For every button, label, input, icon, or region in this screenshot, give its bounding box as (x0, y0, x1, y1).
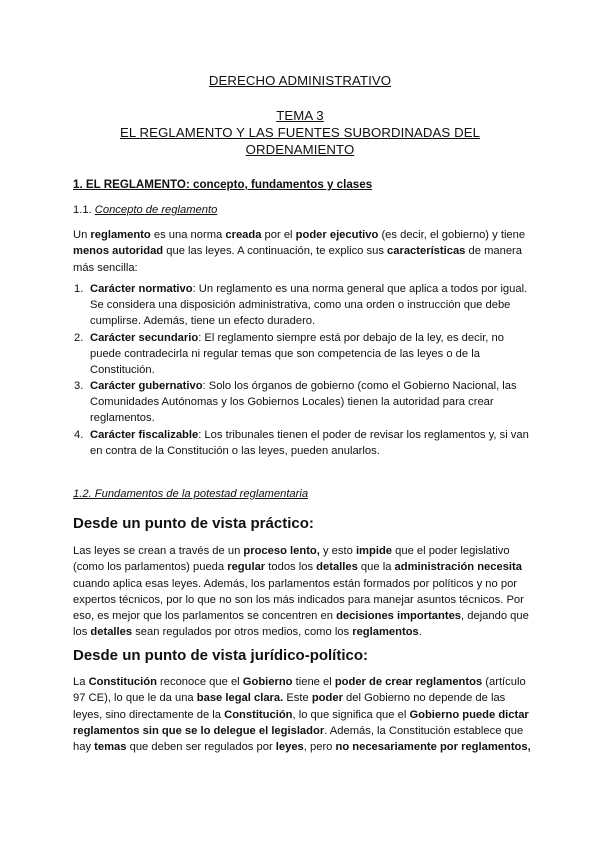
list-item: 1. Carácter normativo: Un reglamento es una norma general que aplica a todos por igual. Se considera una disposición administrativa, como una orden o instrucción que debe cumplirse. Además, tiene un efecto duradero. (74, 283, 528, 327)
course-title: DERECHO ADMINISTRATIVO (208, 73, 392, 88)
subsection-1-1-heading (73, 204, 217, 216)
list-item: 4. Carácter fiscalizable: Los tribunales tienen el poder de revisar los reglamentos y, si van en contra de la Constitución o las leyes, pueden anularlos. (74, 429, 529, 458)
legal-political-heading: Desde un punto de vista jurídico-político: (73, 647, 369, 664)
topic-number: TEMA 3 (276, 108, 324, 123)
topic-title-line-1: EL REGLAMENTO Y LAS FUENTES SUBORDINADAS DEL (119, 125, 481, 140)
list-item: 3. Carácter gubernativo: Solo los órganos de gobierno (como el Gobierno Nacional, las Comunidades Autónomas y los Gobiernos Locales) tienen la autoridad para crear reglamentos. (74, 380, 517, 425)
practical-heading: Desde un punto de vista práctico: (73, 515, 314, 532)
subsection-1-2-heading: 1.2. Fundamentos de la potestad reglamentaria (73, 488, 309, 500)
characteristics-list (74, 282, 530, 460)
practical-paragraph: Las leyes se crean a través de un proceso lento, y esto impide que el poder legislativo (como los parlamentos) pueda regular todos los detalles que la administración necesita cuando aplica esas leyes. Además, los parlamentos están formados por políticos y no por expertos técnicos, por lo que no son los más indicados para manejar asuntos técnicos. Por eso, es mejor que los parlamentos se concentren en decisiones importantes, dejando que los detalles sean regulados por otros medios, como los reglamentos. (73, 545, 529, 639)
list-item: 2. Carácter secundario: El reglamento siempre está por debajo de la ley, es decir, no puede contradecirla ni regular temas que son competencia de las leyes o de la Constitución. (74, 331, 504, 376)
legal-political-paragraph: La Constitución reconoce que el Gobierno tiene el poder de crear reglamentos (artículo 97 CE), lo que le da una base legal clara. Este poder del Gobierno no depende de las leyes, sino directamente de la Constitución, lo que significa que el Gobierno puede dictar reglamentos sin que se lo delegue el legislador. Además, la Constitución establece que hay temas que deben ser regulados por leyes, pero no necesariamente por reglamentos, (73, 676, 531, 754)
topic-title-line-2: ORDENAMIENTO (245, 142, 355, 157)
section-1-heading: 1. EL REGLAMENTO: concepto, fundamentos y clases (73, 178, 373, 191)
subsection-1-1-number: 1.1. (73, 204, 92, 216)
subsection-1-1-title: Concepto de reglamento (94, 204, 218, 216)
intro-paragraph: Un reglamento es una norma creada por el poder ejecutivo (es decir, el gobierno) y tiene menos autoridad que las leyes. A continuación, te explico sus características de manera más sencilla: (73, 229, 526, 274)
